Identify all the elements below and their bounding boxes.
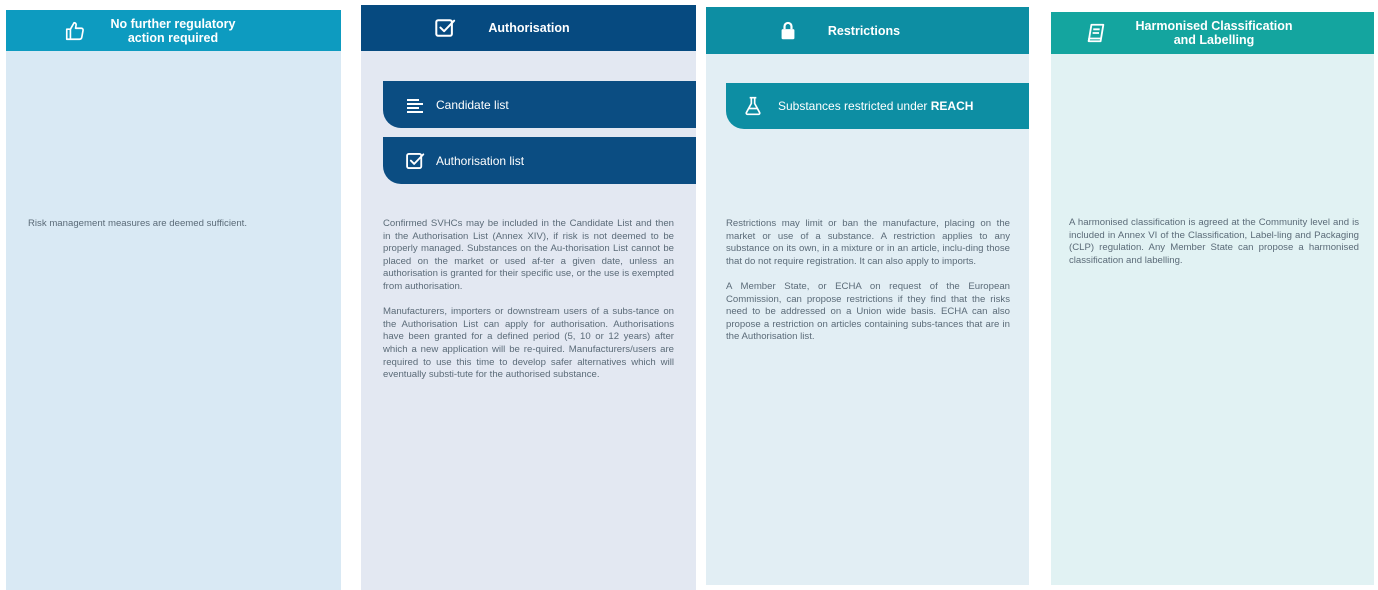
no-further-action-panel xyxy=(6,10,341,590)
panel-header xyxy=(1051,12,1374,54)
panel-description: Confirmed SVHCs may be included in the Candidate List and then in the Authorisation List (Annex XIV), if risk is not deemed to be properly managed. Substances on the Au-thorisation List cannot be placed on the market or used af-ter a given date, unless an authorisation is granted for their specific use, or the use is exempted from authorisation. Manufacturers, importers or downstream users of a subs-tance on the Authorisation List can apply for authorisation. Authorisations have been granted for a defined period (5, 10 or 12 years) after which a new application will be re-quired. Manufacturers/users are required to use this time to develop safer alternatives which will eventually substi-tute for the authorised substance. xyxy=(383,218,674,381)
harmonised-classification-panel xyxy=(1051,12,1374,585)
panel-description: Risk management measures are deemed sufficient. xyxy=(28,218,247,229)
tab-label: Candidate list xyxy=(436,97,509,112)
book-icon xyxy=(1085,22,1107,44)
panel-header xyxy=(361,5,696,51)
panel-header xyxy=(706,7,1029,54)
restrictions-panel xyxy=(706,7,1029,585)
checkbox-icon xyxy=(434,17,456,39)
list-icon xyxy=(405,95,425,115)
panel-description: A harmonised classification is agreed at the Community level and is included in Annex VI of the Classification, Label-ling and Packaging (CLP) regulation. Any Member State can propose a harmonised classification and labelling. xyxy=(1069,217,1359,266)
panel-title: Restrictions xyxy=(827,23,901,38)
substances-restricted-tab[interactable] xyxy=(726,83,1029,129)
flask-icon xyxy=(743,96,763,116)
tab-label: Authorisation list xyxy=(436,153,525,168)
authorisation-list-tab[interactable] xyxy=(383,137,696,184)
panel-title: Harmonised Classification and Labelling xyxy=(1135,19,1293,47)
authorisation-panel xyxy=(361,5,696,590)
panel-title: Authorisation xyxy=(488,21,570,35)
lock-icon xyxy=(777,20,799,42)
candidate-list-tab[interactable] xyxy=(383,81,696,128)
tab-label: Substances restricted under REACH xyxy=(778,99,974,113)
thumbs-up-icon xyxy=(64,20,86,42)
panel-description: Restrictions may limit or ban the manufacture, placing on the market or use of a substance. A restriction applies to any substance on its own, in a mixture or in an article, inclu-ding those that do not require registration. It can also apply to imports. A Member State, or ECHA on request of the European Commission, can propose restrictions if they find that the risks need to be addressed on a Union wide basis. ECHA can also propose a restriction on articles containing subs-tances that are in the Authorisation list. xyxy=(726,218,1010,343)
panel-title: No further regulatory action required xyxy=(110,16,236,45)
panel-header xyxy=(6,10,341,51)
checkbox-icon xyxy=(405,151,425,171)
